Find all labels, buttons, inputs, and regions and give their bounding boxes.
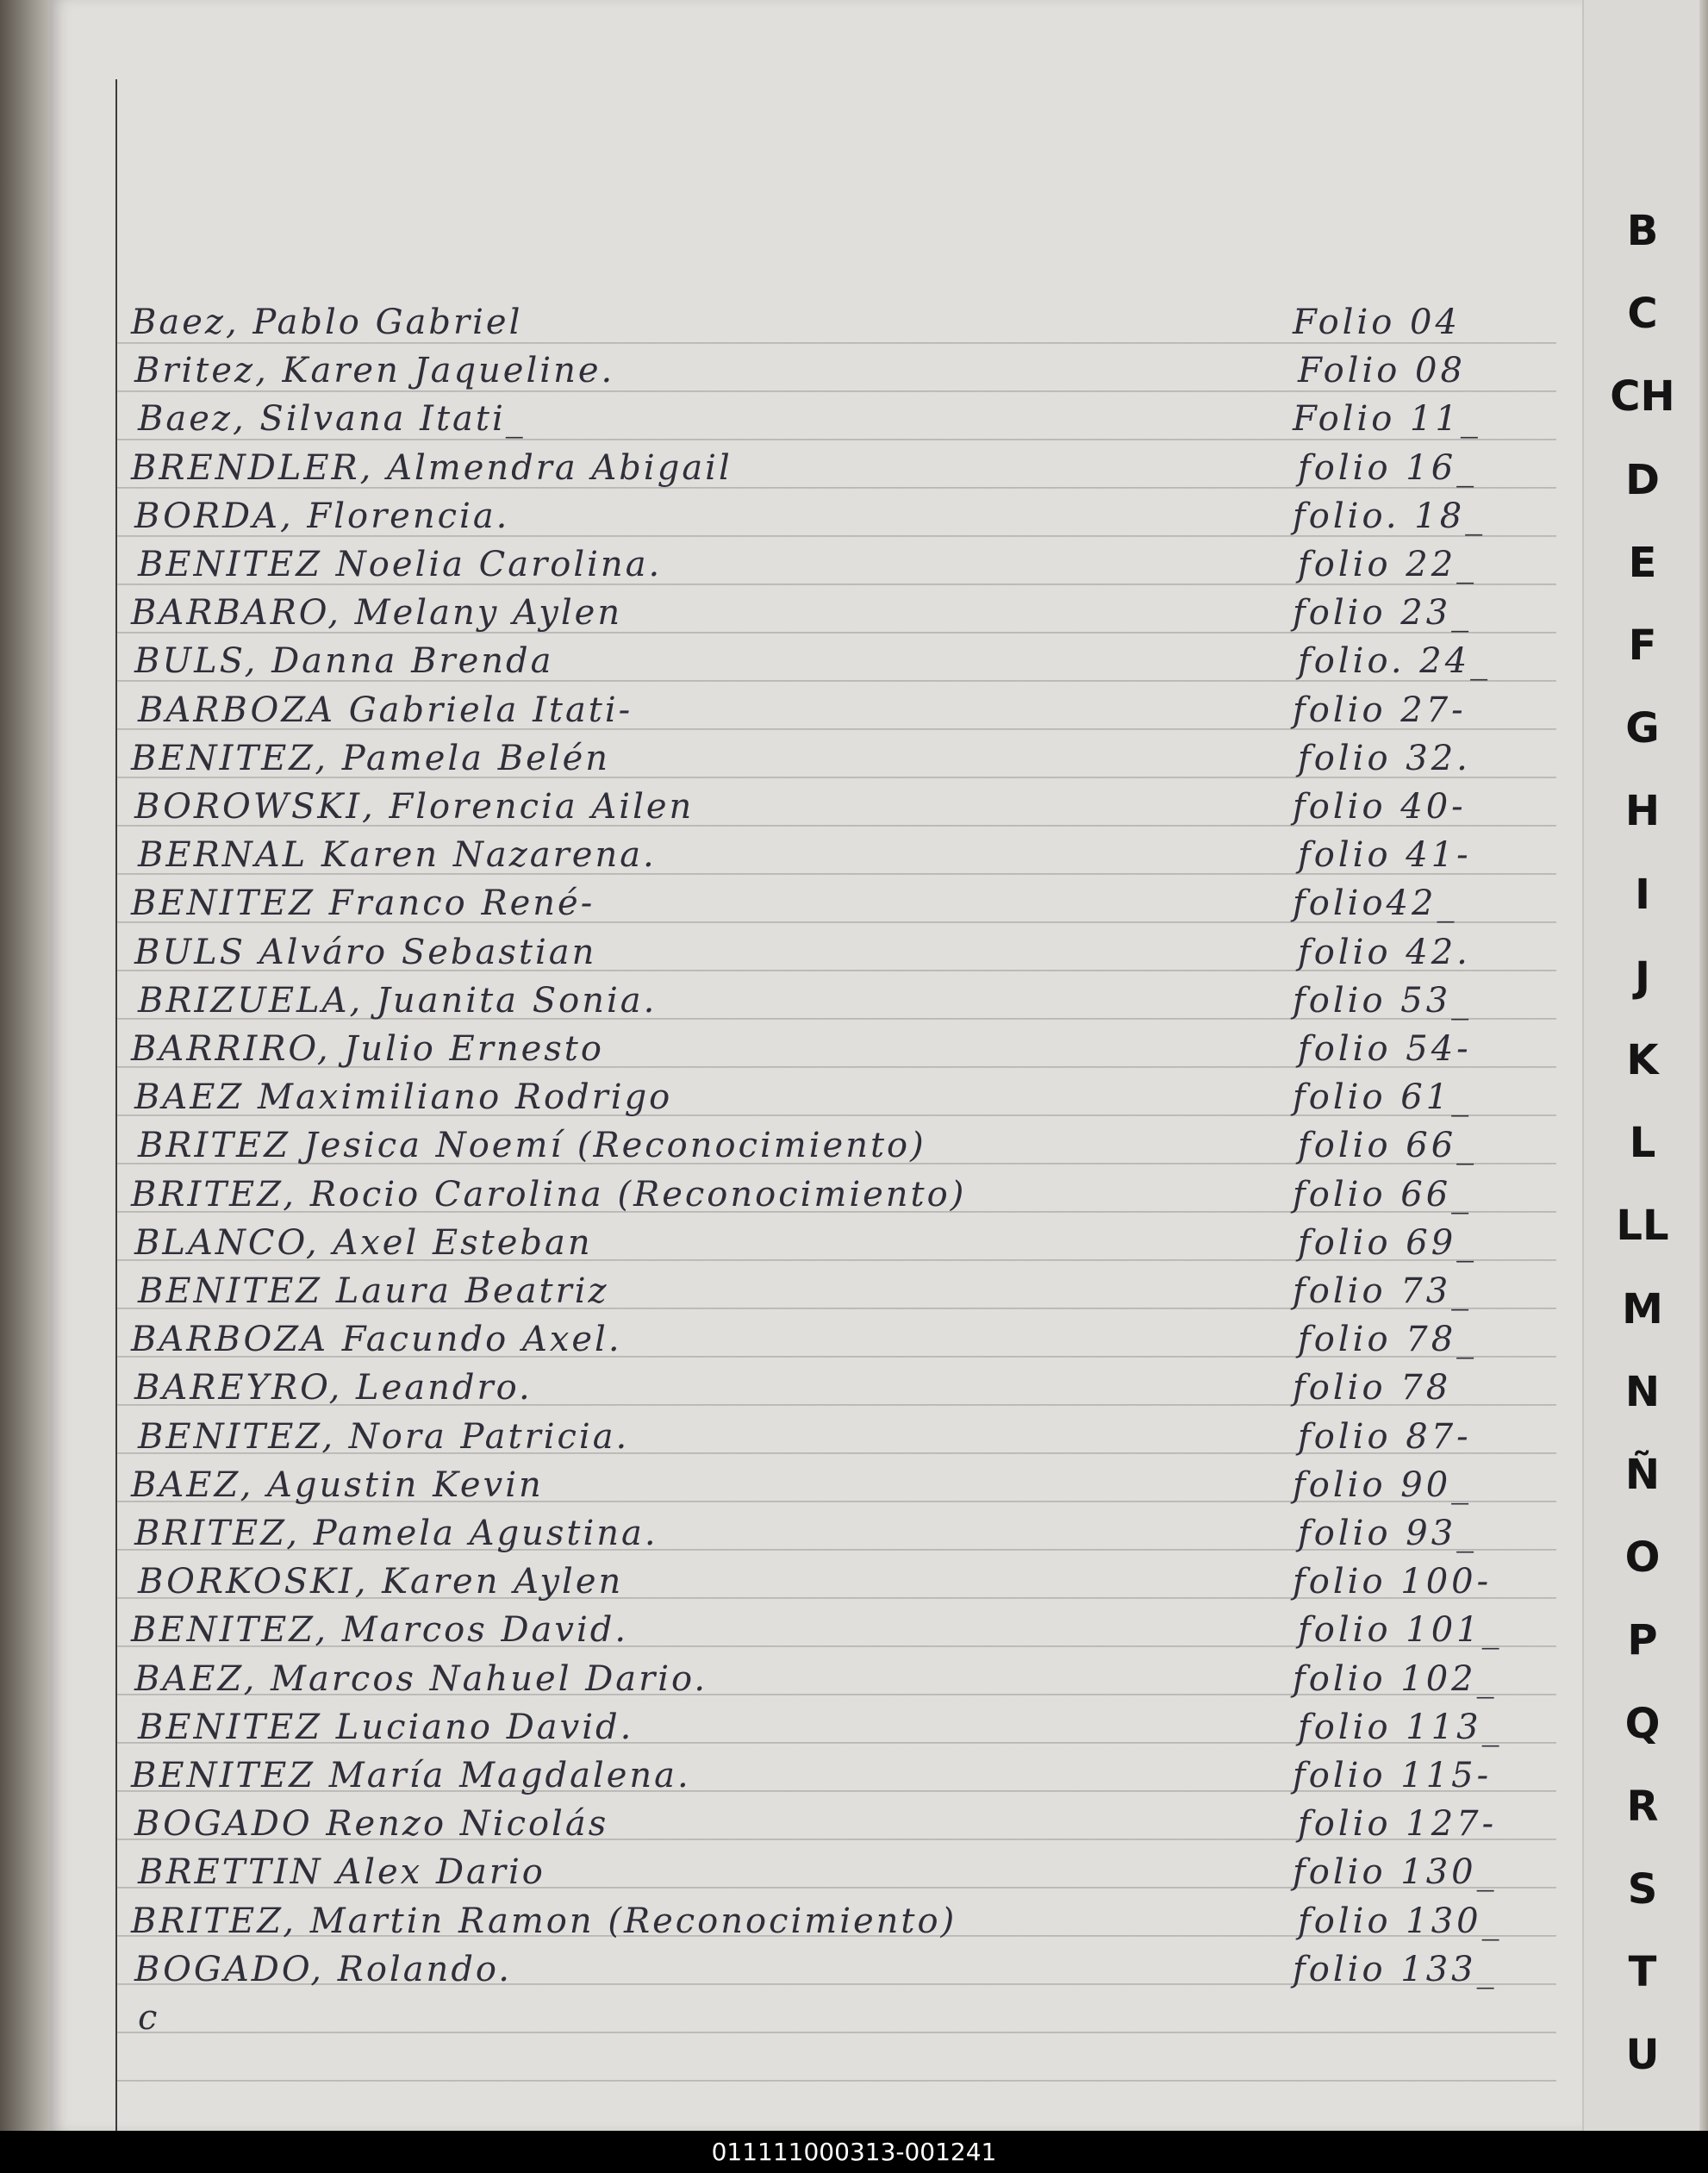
index-tab-7[interactable]: H <box>1624 787 1661 836</box>
entry-name: BOROWSKI, Florencia Ailen <box>134 787 695 827</box>
entry-name: BENITEZ Luciano David. <box>138 1707 634 1747</box>
entry-name: BENITEZ Noelia Carolina. <box>138 545 663 584</box>
index-tab-18[interactable]: Q <box>1624 1699 1661 1748</box>
entry-name: Baez, Pablo Gabriel <box>131 303 523 342</box>
entry-folio: folio 69_ <box>1298 1222 1478 1263</box>
index-tab-12[interactable]: LL <box>1616 1202 1669 1251</box>
entry-folio: folio 27- <box>1293 690 1467 730</box>
entry-name: BARBOZA Gabriela Itati- <box>138 690 633 730</box>
index-tab-2[interactable]: CH <box>1610 372 1675 421</box>
entry-folio: folio 113_ <box>1298 1707 1503 1747</box>
index-tab-21[interactable]: T <box>1628 1948 1657 1997</box>
entry-name: BARBOZA Facundo Axel. <box>131 1320 622 1360</box>
entry-folio: folio 42. <box>1298 932 1471 972</box>
entry-name: c <box>138 1998 160 2038</box>
entry-folio: folio 93_ <box>1298 1514 1478 1553</box>
entry-name: BARBARO, Melany Aylen <box>131 593 623 634</box>
entry-name: BENITEZ Franco René- <box>131 884 595 924</box>
entry-folio: folio 61_ <box>1293 1077 1473 1118</box>
entry-folio: folio 73_ <box>1293 1271 1473 1311</box>
index-tab-6[interactable]: G <box>1625 704 1660 753</box>
entry-folio: folio 101_ <box>1298 1610 1503 1651</box>
entry-name: BULS, Danna Brenda <box>134 641 554 682</box>
entry-name: Baez, Silvana Itati_ <box>138 399 526 440</box>
entry-folio: folio 40- <box>1293 787 1467 827</box>
index-tab-0[interactable]: B <box>1626 207 1659 255</box>
entry-name: BRETTIN Alex Dario <box>138 1852 545 1893</box>
entry-name: BAREYRO, Leandro. <box>134 1368 533 1408</box>
entry-folio: folio 78_ <box>1298 1320 1478 1360</box>
entry-folio: folio 22_ <box>1298 545 1478 584</box>
index-tab-13[interactable]: M <box>1622 1284 1663 1333</box>
index-tab-4[interactable]: E <box>1628 538 1657 587</box>
index-tab-20[interactable]: S <box>1627 1865 1658 1914</box>
index-tab-11[interactable]: L <box>1629 1119 1656 1168</box>
entry-name: BRITEZ Jesica Noemí (Reconocimiento) <box>138 1126 926 1166</box>
index-tab-19[interactable]: R <box>1626 1782 1659 1831</box>
entry-name: BENITEZ, Marcos David. <box>131 1610 629 1651</box>
entry-folio: Folio 08 <box>1298 351 1466 391</box>
entry-name: BAEZ, Marcos Nahuel Dario. <box>134 1658 708 1699</box>
index-tab-16[interactable]: O <box>1624 1533 1661 1583</box>
entry-name: BRIZUELA, Juanita Sonia. <box>138 980 658 1021</box>
index-tab-8[interactable]: I <box>1635 870 1650 919</box>
entry-folio: folio 90_ <box>1293 1464 1473 1505</box>
entry-folio: folio 66_ <box>1298 1126 1478 1166</box>
entry-folio: folio 87- <box>1298 1416 1472 1457</box>
entry-folio: Folio 04 <box>1293 303 1461 342</box>
entry-name: BRITEZ, Rocio Carolina (Reconocimiento) <box>131 1174 967 1215</box>
entry-folio: folio 54- <box>1298 1029 1472 1069</box>
index-tab-14[interactable]: N <box>1624 1367 1661 1416</box>
entry-name: BAEZ Maximiliano Rodrigo <box>134 1077 673 1118</box>
entry-folio: folio 102_ <box>1293 1658 1498 1699</box>
entry-name: BERNAL Karen Nazarena. <box>138 835 657 876</box>
entry-name: BULS Alváro Sebastian <box>134 932 597 972</box>
entry-folio: folio 100- <box>1293 1562 1493 1602</box>
entry-name: BRENDLER, Almendra Abigail <box>131 447 732 488</box>
entry-name: BAEZ, Agustin Kevin <box>131 1464 544 1505</box>
index-tab-10[interactable]: K <box>1626 1036 1659 1084</box>
index-tab-3[interactable]: D <box>1625 455 1660 504</box>
index-tab-5[interactable]: F <box>1628 621 1657 670</box>
entry-name: Britez, Karen Jaqueline. <box>134 351 615 391</box>
entry-folio: Folio 11_ <box>1293 399 1481 440</box>
left-margin-line <box>115 79 117 2131</box>
ruled-line <box>117 2080 1556 2082</box>
entry-name: BENITEZ María Magdalena. <box>131 1756 691 1795</box>
entry-folio: folio 32. <box>1298 738 1471 778</box>
index-tab-1[interactable]: C <box>1627 290 1658 339</box>
book-spine-shadow <box>0 0 50 2131</box>
entry-folio: folio 130_ <box>1293 1852 1498 1893</box>
entry-name: BENITEZ, Nora Patricia. <box>138 1416 630 1457</box>
entry-folio: folio 127- <box>1298 1804 1498 1845</box>
entry-folio: folio42_ <box>1293 884 1458 924</box>
entry-name: BARRIRO, Julio Ernesto <box>131 1029 604 1069</box>
entry-folio: folio. 24_ <box>1298 641 1492 682</box>
entry-folio: folio 23_ <box>1293 593 1473 634</box>
entry-name: BLANCO, Axel Esteban <box>134 1222 593 1263</box>
entry-folio: folio 115- <box>1293 1756 1493 1795</box>
entry-name: BORKOSKI, Karen Aylen <box>138 1562 624 1602</box>
entry-name: BRITEZ, Martin Ramon (Reconocimiento) <box>131 1901 957 1941</box>
entry-name: BOGADO Renzo Nicolás <box>134 1804 609 1845</box>
index-tab-15[interactable]: Ñ <box>1624 1451 1661 1499</box>
footer-id: 011111000313-001241 <box>0 2131 1708 2173</box>
entry-folio: folio 41- <box>1298 835 1472 876</box>
entry-folio: folio 78 <box>1293 1368 1452 1408</box>
entry-name: BENITEZ Laura Beatriz <box>138 1271 609 1311</box>
entry-folio: folio 53_ <box>1293 980 1473 1021</box>
entry-folio: folio 130_ <box>1298 1901 1503 1941</box>
entry-folio: folio 66_ <box>1293 1174 1473 1215</box>
index-tab-9[interactable]: J <box>1635 952 1650 1002</box>
ruled-line <box>117 2032 1556 2033</box>
entry-name: BRITEZ, Pamela Agustina. <box>134 1514 658 1553</box>
entry-folio: folio 16_ <box>1298 447 1478 488</box>
index-tab-17[interactable]: P <box>1627 1616 1658 1665</box>
index-tab-22[interactable]: U <box>1625 2031 1660 2080</box>
entry-folio: folio 133_ <box>1293 1949 1498 1989</box>
entry-name: BOGADO, Rolando. <box>134 1949 513 1989</box>
entry-name: BENITEZ, Pamela Belén <box>131 738 611 778</box>
entry-name: BORDA, Florencia. <box>134 496 510 536</box>
entry-folio: folio. 18_ <box>1293 496 1487 536</box>
